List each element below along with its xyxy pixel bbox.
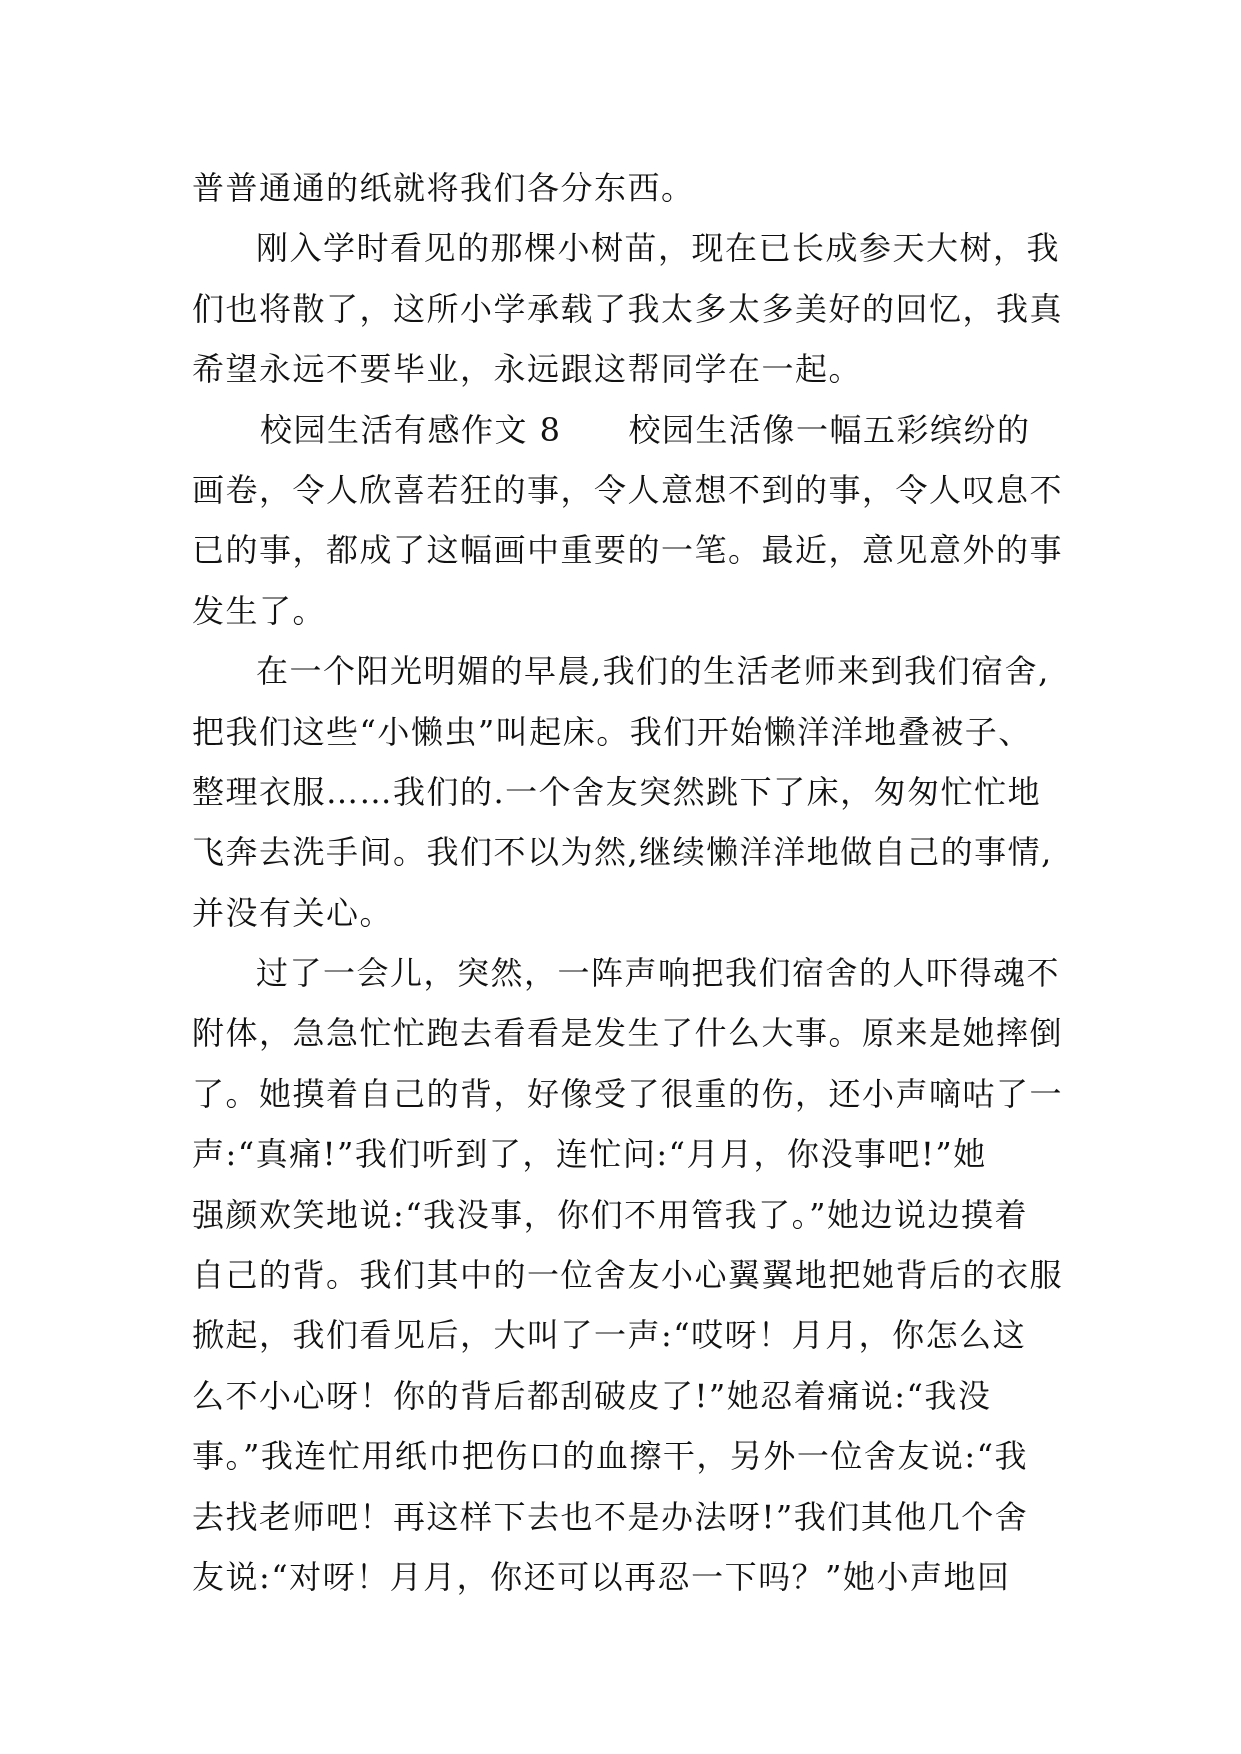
text-line: 强颜欢笑地说:“我没事，你们不用管我了。”她边说边摸着 bbox=[192, 1195, 1029, 1234]
text-line: 飞奔去洗手间。我们不以为然,继续懒洋洋地做自己的事情, bbox=[192, 833, 1053, 872]
text-line: 普普通通的纸就将我们各分东西。 bbox=[192, 169, 695, 207]
text-line: 整理衣服……我们的.一个舍友突然跳下了床，匆匆忙忙地 bbox=[192, 772, 1042, 811]
text-line: 么不小心呀！你的背后都刮破皮了!”她忍着痛说:“我没 bbox=[192, 1376, 992, 1415]
text-line: 发生了。 bbox=[192, 591, 327, 630]
text-line: 刚入学时看见的那棵小树苗，现在已长成参天大树，我 bbox=[256, 229, 1061, 268]
text-line: 们也将散了，这所小学承载了我太多太多美好的回忆，我真 bbox=[192, 289, 1064, 328]
text-line: 希望永远不要毕业，永远跟这帮同学在一起。 bbox=[192, 350, 863, 389]
text-line: 了。她摸着自己的背，好像受了很重的伤，还小声嘀咕了一 bbox=[192, 1074, 1064, 1113]
text-line: 自己的背。我们其中的一位舍友小心翼翼地把她背后的衣服 bbox=[192, 1256, 1064, 1295]
text-line: 附体，急急忙忙跑去看看是发生了什么大事。原来是她摔倒 bbox=[192, 1014, 1064, 1053]
text-line: 友说:“对呀！月月，你还可以再忍一下吗？”她小声地回 bbox=[192, 1557, 1011, 1596]
text-line: 把我们这些“小懒虫”叫起床。我们开始懒洋洋地叠被子、 bbox=[192, 712, 1032, 751]
text-line: 已的事，都成了这幅画中重要的一笔。最近，意见意外的事 bbox=[192, 531, 1064, 570]
section-heading-line: 校园生活有感作文 8 校园生活像一幅五彩缤纷的 bbox=[260, 410, 1031, 449]
text-line: 声:“真痛!”我们听到了，连忙问:“月月，你没事吧!”她 bbox=[192, 1135, 987, 1174]
text-line: 事。”我连忙用纸巾把伤口的血擦干，另外一位舍友说:“我 bbox=[192, 1437, 1029, 1476]
text-line: 并没有关心。 bbox=[192, 893, 394, 932]
text-line: 在一个阳光明媚的早晨,我们的生活老师来到我们宿舍, bbox=[256, 652, 1050, 691]
essay-body bbox=[192, 158, 1072, 1607]
text-line: 画卷，令人欣喜若狂的事，令人意想不到的事，令人叹息不 bbox=[192, 470, 1064, 509]
text-line: 过了一会儿，突然，一阵声响把我们宿舍的人吓得魂不 bbox=[256, 954, 1061, 993]
text-line: 掀起，我们看见后，大叫了一声:“哎呀！月月，你怎么这 bbox=[192, 1316, 1027, 1355]
text-line: 去找老师吧！再这样下去也不是办法呀!”我们其他几个舍 bbox=[192, 1497, 1029, 1536]
